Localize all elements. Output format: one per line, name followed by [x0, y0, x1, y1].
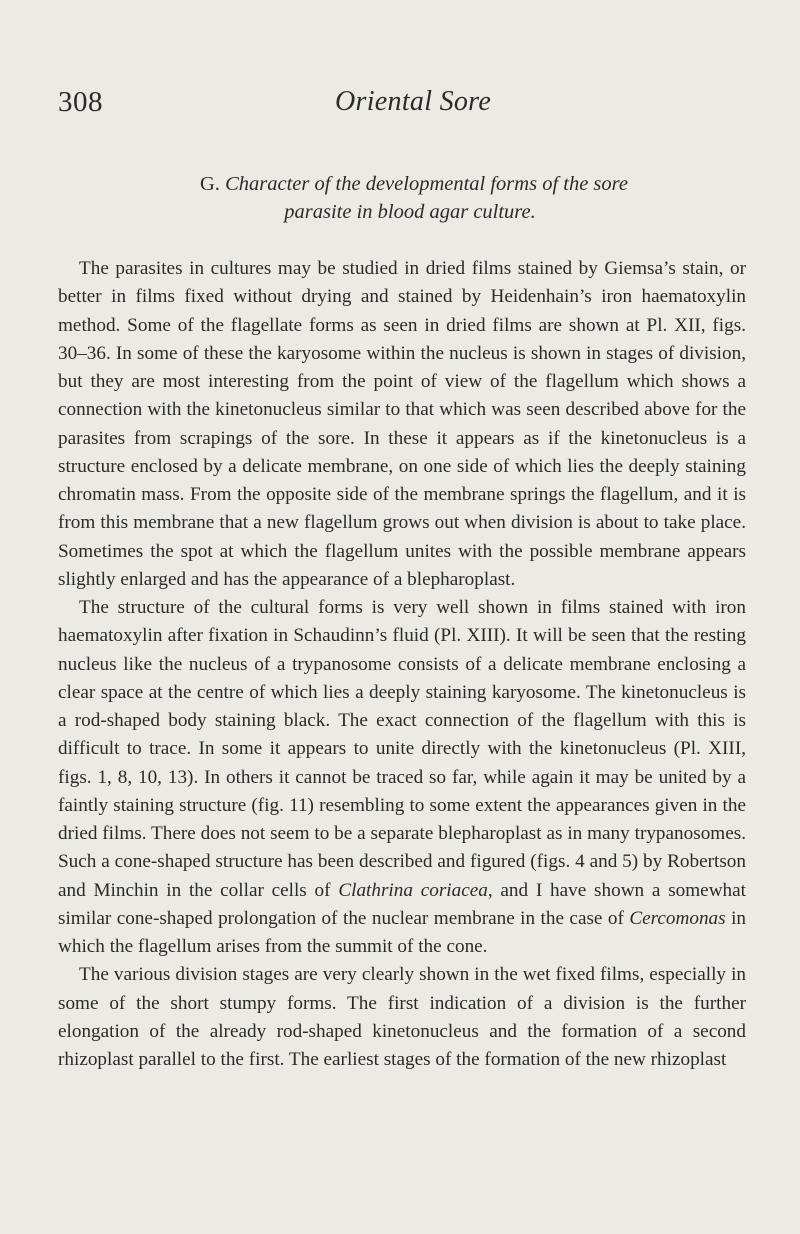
paragraph: [58, 594, 746, 961]
text-run: , and I have shown a somewhat similar cone-shaped prolongation of the nuclear membrane in the case of: [58, 879, 746, 929]
italic-term: Cercomonas: [629, 907, 726, 929]
running-head: Oriental Sore: [335, 86, 492, 117]
text-run: The parasites in cultures may be studied in dried films stained by Giemsa’s stain, or better in films fixed without drying and stained by Heidenhain’s iron haematoxylin method. Some of the flagellate forms as seen in dried films are shown at Pl. XII, figs. 30–36. In some of these the karyosome within the nucleus is shown in stages of division, but they are most interesting from the point of view of the flagellum which shows a connection with the kinetonucleus similar to that which was seen described above for the parasites from scrapings of the sore. In these it appears as if the kinetonucleus is a structure enclosed by a delicate membrane, on one side of which lies the deeply staining chromatin mass. From the opposite side of the membrane springs the flagellum, and it is from this membrane that a new flagellum grows out when division is about to take place. Sometimes the spot at which the flagellum unites with the possible membrane appears slightly enlarged and has the appearance of a blepharoplast.: [58, 258, 746, 590]
section-heading: [70, 170, 740, 226]
paragraph: [58, 255, 746, 594]
section-title-part-2: parasite in blood agar culture.: [284, 201, 536, 223]
text-run: The various division stages are very clearly shown in the wet fixed films, especially in some of the short stumpy forms. The first indication of a division is the further elongation of the already rod-shaped kinetonucleus and the formation of a second rhizoplast parallel to the first. The earliest stages of the formation of the new rhizoplast: [58, 964, 746, 1070]
paragraph: [58, 961, 746, 1074]
section-heading-line-2: [70, 198, 740, 226]
page-number: 308: [58, 86, 103, 118]
text-run: The structure of the cultural forms is very well shown in films stained with iron haematoxylin after fixation in Schaudinn’s fluid (Pl. XIII). It will be seen that the resting nucleus like the nucleus of a trypanosome consists of a delicate membrane enclosing a clear space at the centre of which lies a deeply staining karyosome. The kinetonucleus is a rod-shaped body staining black. The exact connection of the flagellum with this is difficult to trace. In some it appears to unite directly with the kinetonucleus (Pl. XIII, figs. 1, 8, 10, 13). In others it cannot be traced so far, while again it may be united by a faintly staining structure (fig. 11) resembling to some extent the appearances given in the dried films. There does not seem to be a separate blepharoplast as in many trypanosomes. Such a cone-shaped structure has been described and figured (figs. 4 and 5) by Robertson and Minchin in the collar cells of: [58, 597, 746, 901]
section-heading-line-1: [70, 170, 740, 198]
body-text: [58, 255, 746, 1074]
section-letter: G.: [200, 173, 220, 195]
section-title-part-1: Character of the developmental forms of the sore: [225, 173, 628, 195]
page-header: [58, 86, 758, 126]
italic-term: Clathrina coriacea: [338, 879, 488, 901]
text-run: in which the flagellum arises from the summit of the cone.: [58, 907, 746, 957]
